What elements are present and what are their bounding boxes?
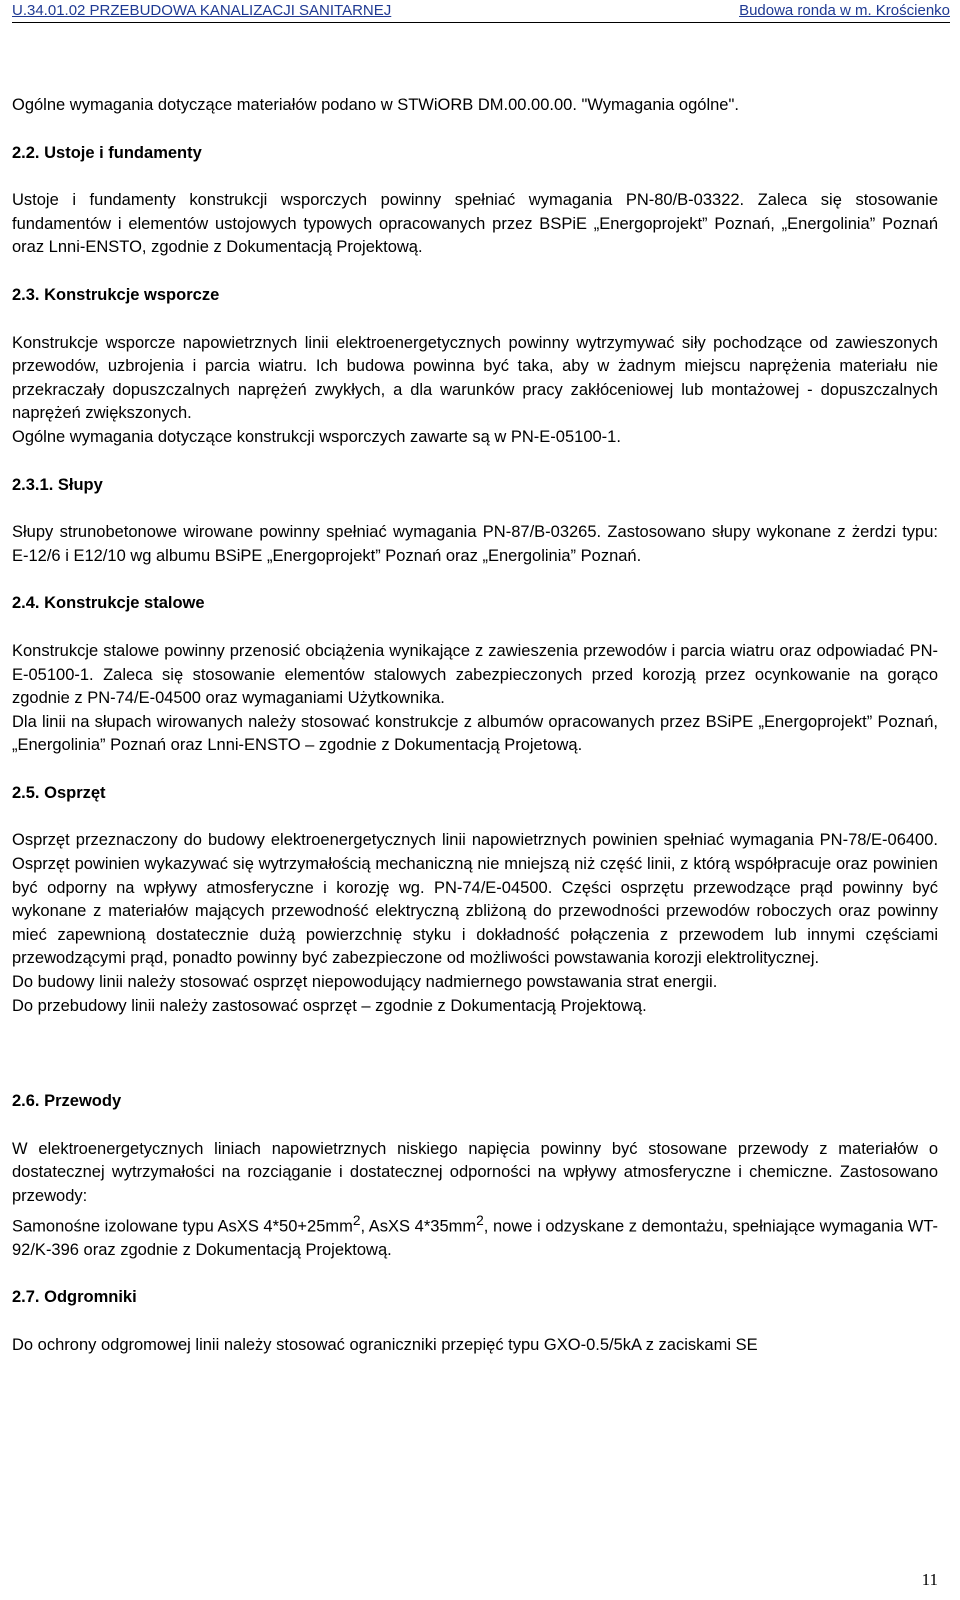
document-body: [12, 94, 938, 1357]
section-2-5-paragraph-2: Do budowy linii należy stosować osprzęt niepowodujący nadmiernego powstawania strat energii.: [12, 973, 718, 992]
superscript-2: 2: [352, 1212, 361, 1228]
section-2-7-paragraph: Do ochrony odgromowej linii należy stosować ograniczniki przepięć typu GXO-0.5/5kA z zaciskami SE: [12, 1335, 758, 1354]
section-2-6-paragraph: W elektroenergetycznych liniach napowietrznych niskiego napięcia powinny być stosowane przewody z materiałów o dostatecznej wytrzymałości na rozciąganie i dostatecznej odporności na wpływy atmosferyczne i chemiczne. Zastosowano przewody:: [12, 1139, 938, 1205]
section-2-5-paragraph-3: Do przebudowy linii należy zastosować osprzęt – zgodnie z Dokumentacją Projektową.: [12, 996, 647, 1015]
superscript-2b: 2: [476, 1212, 484, 1228]
header-project-name: Budowa ronda w m. Krościenko: [739, 2, 950, 19]
section-2-3-paragraph-2: Ogólne wymagania dotyczące konstrukcji wsporczych zawarte są w PN-E-05100-1.: [12, 427, 621, 446]
cable-type-text-1: Samonośne izolowane typu AsXS 4*50+25mm: [12, 1217, 353, 1236]
section-2-2-heading: 2.2. Ustoje i fundamenty: [12, 143, 202, 162]
section-2-3-paragraph: Konstrukcje wsporcze napowietrznych linii elektroenergetycznych powinny wytrzymywać siły pochodzące od zawieszonych przewodów, uzbrojenia i parcia wiatru. Ich budowa powinna być taka, aby w żadnym miejscu naprężenia materiału nie przekraczały dopuszczalnych naprężeń zwykłych, a dla warunków pracy zakłóceniowej lub montażowej - dopuszczalnych naprężeń zwiększonych.: [12, 333, 938, 423]
section-2-6-paragraph-2: [12, 1209, 938, 1263]
intro-paragraph: Ogólne wymagania dotyczące materiałów podano w STWiORB DM.00.00.00. "Wymagania ogólne".: [12, 96, 739, 114]
section-2-4-paragraph-2: Dla linii na słupach wirowanych należy stosować konstrukcje z albumów opracowanych przez BSiPE „Energoprojekt” Poznań, „Energolinia” Poznań oraz Lnni-ENSTO – zgodnie z Dokumentacją Projetową.: [12, 712, 938, 755]
cable-type-text-2: , AsXS 4*35mm: [360, 1217, 477, 1236]
page-header: [12, 0, 950, 23]
section-2-5-paragraph: Osprzęt przeznaczony do budowy elektroenergetycznych linii napowietrznych powinien spełniać wymagania PN-78/E-06400. Osprzęt powinien wykazywać się wytrzymałością mechaniczną nie mniejszą niż część linii, z którą współpracuje oraz powinien być odporny na wpływy atmosferyczne i korozję wg. PN-74/E-04500. Części osprzętu przewodzące prąd powinny być wykonane z materiałów mających przewodność elektryczną zbliżoną do przewodności przewodów roboczych oraz powinny mieć zapewnioną dostatecznie dużą powierzchnię styku i dokładność połączenia z przewodem lub innymi częściami przewodzącymi prąd, ponadto powinny być zabezpieczone od możliwości powstawania korozji elektrolitycznej.: [12, 831, 938, 968]
page-number: 11: [921, 1570, 938, 1589]
section-2-5-heading: 2.5. Osprzęt: [12, 783, 106, 802]
section-2-6-heading: 2.6. Przewody: [12, 1092, 122, 1111]
header-document-code: U.34.01.02 PRZEBUDOWA KANALIZACJI SANITARNEJ: [12, 2, 392, 19]
cable-type-text-3: , nowe i odzyskane z demontażu, spełniające wymagania WT-92/K-396 oraz zgodnie z Dokumentacją Projektową.: [12, 1217, 938, 1259]
section-2-7-heading: 2.7. Odgromniki: [12, 1288, 137, 1307]
section-2-3-heading: 2.3. Konstrukcje wsporcze: [12, 285, 220, 304]
section-2-4-heading: 2.4. Konstrukcje stalowe: [12, 594, 205, 613]
section-2-2-paragraph: Ustoje i fundamenty konstrukcji wsporczych powinny spełniać wymagania PN-80/B-03322. Zaleca się stosowanie fundamentów i elementów ustojowych typowych opracowanych przez BSPiE „Energoprojekt” Poznań, „Energolinia” Poznań oraz Lnni-ENSTO, zgodnie z Dokumentacją Projektową.: [12, 191, 938, 257]
section-2-3-1-heading: 2.3.1. Słupy: [12, 475, 103, 494]
section-2-4-paragraph: Konstrukcje stalowe powinny przenosić obciążenia wynikające z zawieszenia przewodów i parcia wiatru oraz odpowiadać PN-E-05100-1. Zaleca się stosowanie elementów stalowych zabezpieczonych przed korozją przez ocynkowanie na gorąco zgodnie z PN-74/E-04500 oraz wymaganiami Użytkownika.: [12, 641, 938, 708]
section-2-3-1-paragraph: Słupy strunobetonowe wirowane powinny spełniać wymagania PN-87/B-03265. Zastosowano słupy wykonane z żerdzi typu: E-12/6 i E12/10 wg albumu BSiPE „Energoprojekt” Poznań oraz „Energolinia” Poznań.: [12, 523, 938, 565]
